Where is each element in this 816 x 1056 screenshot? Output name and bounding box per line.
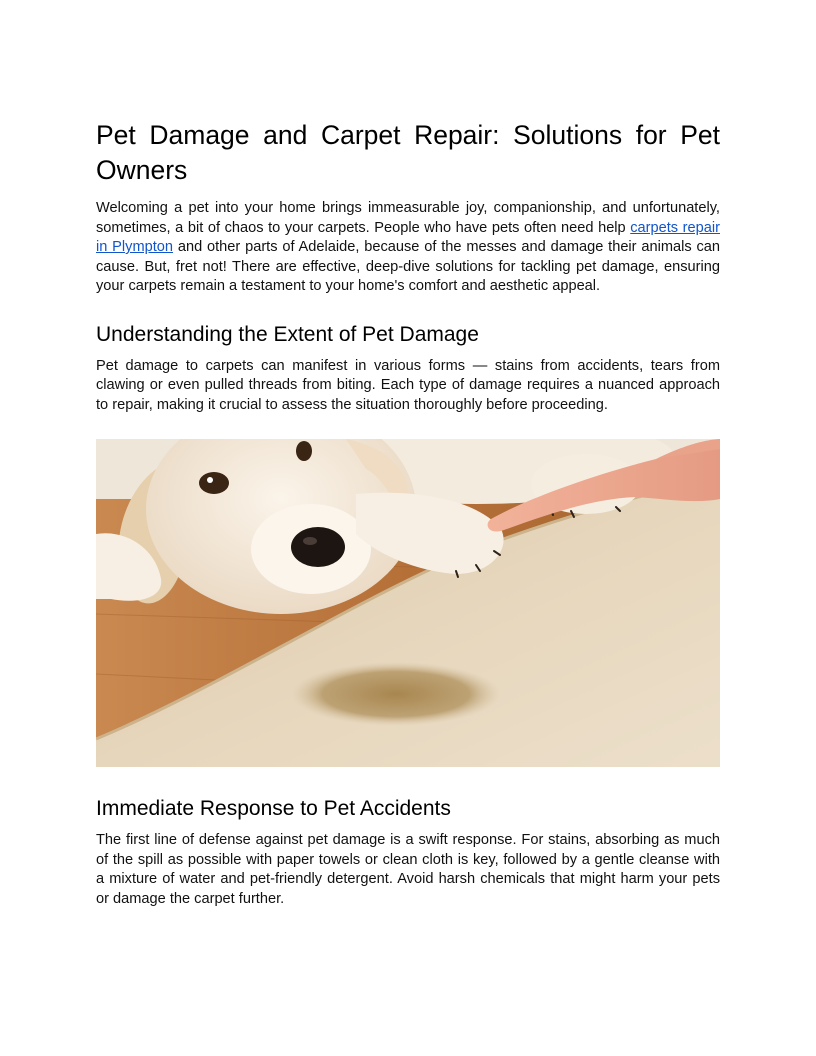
document-content [96, 118, 720, 909]
section-body-extent: Pet damage to carpets can manifest in various forms — stains from accidents, tears from clawing or even pulled threads from biting. Each type of damage requires a nuanced approach to repair, making it crucial to assess the situation thoroughly before proceeding. [96, 357, 720, 413]
carpets-repair-plympton-link[interactable]: carpets repair in Plympton [96, 219, 720, 255]
intro-paragraph [96, 199, 720, 297]
page-title: Pet Damage and Carpet Repair: Solutions for Pet Owners [96, 120, 720, 185]
section-heading-immediate: Immediate Response to Pet Accidents [96, 797, 451, 820]
puppy-carpet-stain-photo [96, 439, 720, 767]
section-body-immediate: The first line of defense against pet damage is a swift response. For stains, absorbing as much of the spill as possible with paper towels or clean cloth is key, followed by a gentle cleanse with a mixture of water and pet-friendly detergent. Avoid harsh chemicals that might harm your pets or damage the carpet further. [96, 832, 720, 907]
dog-eye-left [199, 472, 229, 494]
dog-nose [291, 527, 345, 567]
dog-eye-right [296, 441, 312, 461]
section-heading-extent: Understanding the Extent of Pet Damage [96, 322, 479, 346]
intro-text-before-link: Welcoming a pet into your home brings immeasurable joy, companionship, and unfortunately, sometimes, a bit of chaos to your carpets. People who have pets often need help [96, 200, 720, 236]
carpet-stain [291, 662, 501, 726]
intro-text-after-link: and other parts of Adelaide, because of the messes and damage their animals can cause. But, fret not! There are effective, deep-dive solutions for tackling pet damage, ensuring your carpets remain a testament to your home's comfort and aesthetic appeal. [96, 239, 720, 294]
